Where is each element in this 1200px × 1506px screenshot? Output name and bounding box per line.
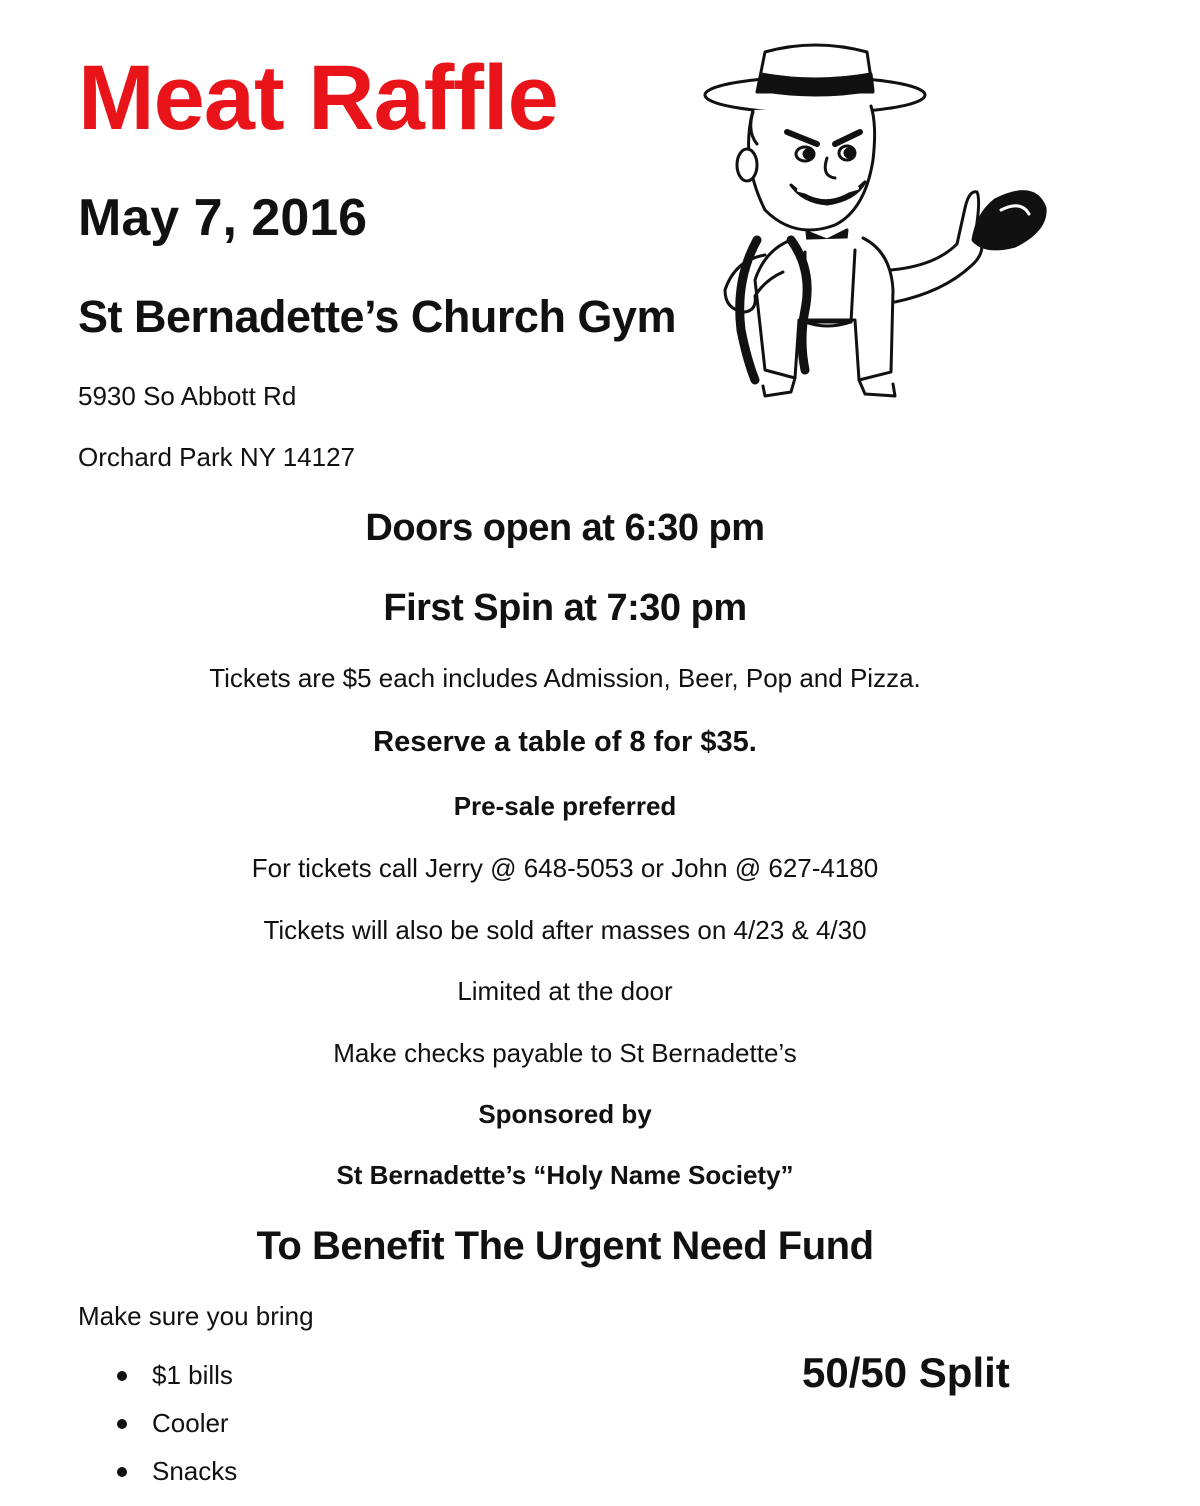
bullet-icon [117, 1371, 127, 1381]
bring-list [112, 1362, 237, 1506]
bring-intro: Make sure you bring [78, 1301, 314, 1331]
bullet-icon [117, 1419, 127, 1429]
masses-sales-info: Tickets will also be sold after masses on 4/23 & 4/30 [263, 915, 867, 945]
bring-item-label: Snacks [152, 1456, 238, 1486]
ticket-contacts: For tickets call Jerry @ 648-5053 or John @ 627-4180 [251, 853, 879, 883]
list-item [112, 1410, 237, 1458]
list-item [112, 1458, 237, 1506]
sponsor-name: St Bernadette’s “Holy Name Society” [336, 1160, 794, 1190]
address-line-1: 5930 So Abbott Rd [78, 381, 297, 411]
reserve-table-info: Reserve a table of 8 for $35. [373, 726, 757, 758]
presale-note: Pre-sale preferred [453, 791, 677, 821]
event-venue: St Bernadette’s Church Gym [78, 291, 676, 342]
butcher-holding-steak-icon [695, 40, 1055, 412]
list-item [112, 1362, 237, 1410]
doors-open-time: Doors open at 6:30 pm [365, 507, 765, 549]
flyer-title: Meat Raffle [78, 47, 558, 149]
bring-item-label: Cooler [152, 1408, 229, 1438]
address-line-2: Orchard Park NY 14127 [78, 442, 355, 472]
sponsored-by-label: Sponsored by [478, 1099, 652, 1129]
event-date: May 7, 2016 [78, 189, 368, 247]
first-spin-time: First Spin at 7:30 pm [383, 587, 747, 629]
split-raffle-heading: 50/50 Split [802, 1349, 1010, 1396]
bring-item-label: $1 bills [152, 1360, 233, 1390]
checks-payable-note: Make checks payable to St Bernadette’s [333, 1038, 797, 1068]
benefit-heading: To Benefit The Urgent Need Fund [256, 1224, 874, 1268]
door-limit-note: Limited at the door [457, 976, 673, 1006]
bullet-icon [117, 1467, 127, 1477]
ticket-price-info: Tickets are $5 each includes Admission, Beer, Pop and Pizza. [209, 663, 921, 693]
